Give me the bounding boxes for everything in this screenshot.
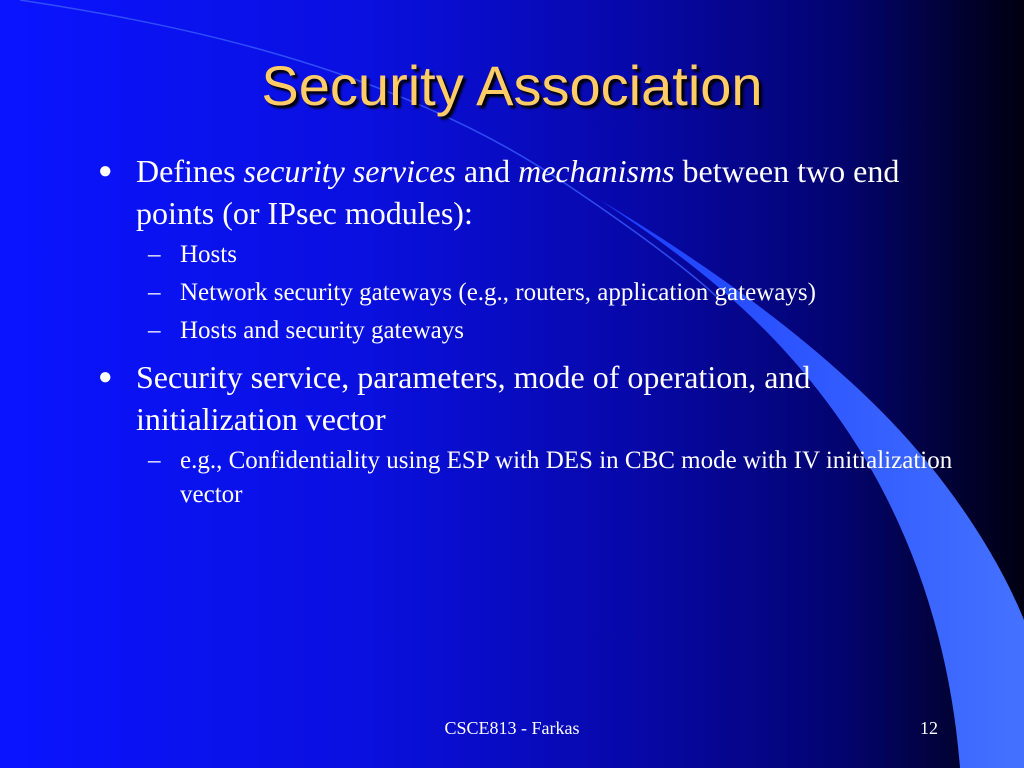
sub-bullet-text: Hosts and security gateways: [180, 317, 464, 344]
dash-icon: –: [148, 279, 161, 306]
sub-bullet-item: [96, 444, 976, 512]
sub-bullet-item: [96, 238, 976, 272]
slide-title: Security Association: [261, 54, 763, 117]
sub-bullet-text: Network security gateways (e.g., routers, application gateways): [180, 279, 816, 306]
dash-icon: –: [148, 447, 161, 474]
bullet-icon: ●: [98, 364, 113, 390]
bullet-item: [96, 150, 976, 234]
dash-icon: –: [148, 317, 161, 344]
bullet-text: Defines security services and mechanisms between two end points (or IPsec modules):: [136, 153, 900, 231]
dash-icon: –: [148, 241, 161, 268]
sub-bullet-text: Hosts: [180, 241, 237, 268]
bullet-item: [96, 356, 976, 440]
bullet-text: Security service, parameters, mode of operation, and initialization vector: [136, 359, 811, 437]
sub-bullet-item: [96, 276, 976, 310]
sub-bullet-text: e.g., Confidentiality using ESP with DES in CBC mode with IV initialization vector: [180, 447, 953, 508]
sub-bullet-item: [96, 314, 976, 348]
slide-body: [96, 150, 976, 516]
page-number: 12: [920, 718, 938, 738]
bullet-icon: ●: [98, 158, 113, 184]
footer-course-label: CSCE813 - Farkas: [444, 718, 580, 738]
